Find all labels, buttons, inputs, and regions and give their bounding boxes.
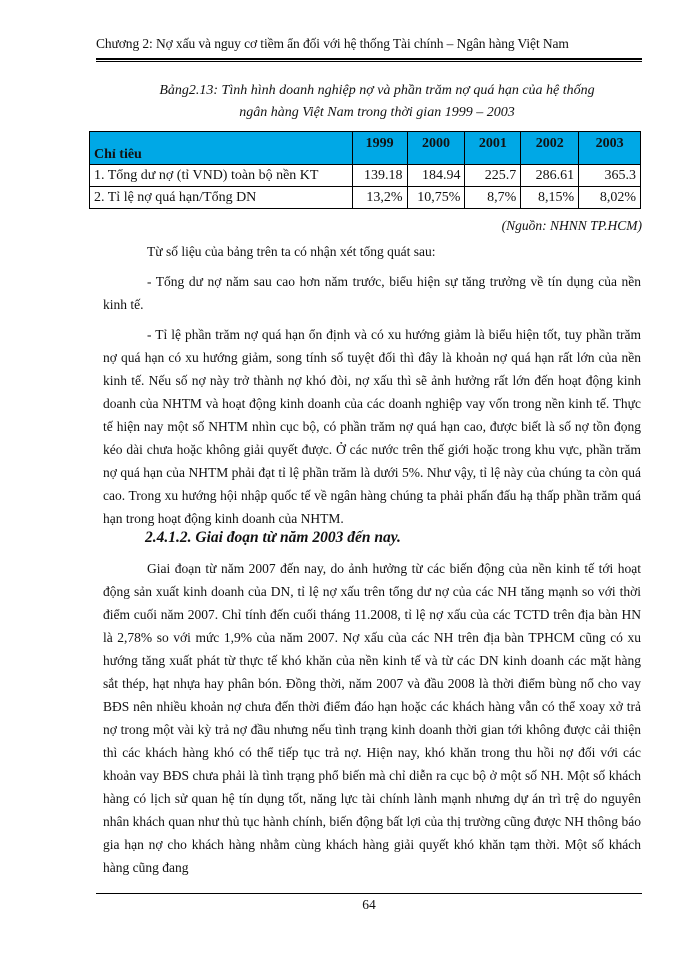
footer-rule xyxy=(96,893,642,894)
header-cell-year: 2001 xyxy=(465,132,521,165)
table-cell: 139.18 xyxy=(352,165,407,187)
paragraph: Giai đoạn từ năm 2007 đến nay, do ảnh hưởng từ các biến động của nền kinh tế tới hoạt động sản xuất kinh doanh của DN, tỉ lệ nợ xấu trên tổng dư nợ của các NH tăng mạnh so với thời điểm cuối năm 2007. Chỉ tính đến cuối tháng 11.2008, tỉ lệ nợ xấu của các TCTD trên địa bàn HN là 2,78% so với mức 1,9% của năm 2007. Nợ xấu của các NH trên địa bàn TPHCM cũng có xu hướng tăng xuất phát từ thực tế khó khăn của nền kinh tế và từ các DN kinh doanh các mặt hàng sắt thép, hạt nhựa hay phân bón. Đồng thời, năm 2007 và đầu 2008 là thời điểm bùng nổ cho vay BĐS nên nhiều khoản nợ chưa đến thời điểm đáo hạn hoặc các khách hàng vẫn có thể xoay xở trả nợ trong một vài kỳ trả nợ đầu nhưng nếu tình trạng kinh doanh thời gian tới không được cải thiện thì các khách hàng khó có thể tiếp tục trả nợ. Hiện nay, khó khăn trong thu hồi nợ đối với các khoản vay BĐS chưa phải là tình trạng phổ biến mà chỉ diễn ra cục bộ ở một số NH. Một số khách hàng có lịch sử quan hệ tín dụng tốt, năng lực tài chính lành mạnh nhưng dự án trì trệ do nguyên nhân khách quan như thủ tục hành chính, biến động bất lợi của thị trường cũng được NH thông báo gia hạn nợ cho khách hàng nhằm cùng khách hàng giải quyết khó khăn tạm thời. Một số khách hàng cũng đang xyxy=(103,561,641,875)
header-rule-thick xyxy=(96,58,642,60)
header-cell-indicator: Chỉ tiêu xyxy=(90,132,353,165)
header-cell-year: 1999 xyxy=(352,132,407,165)
table-caption xyxy=(96,80,658,124)
statistics-table xyxy=(89,131,641,209)
section-heading: 2.4.1.2. Giai đoạn từ năm 2003 đến nay. xyxy=(145,529,401,546)
header-cell-year: 2002 xyxy=(521,132,579,165)
table-cell: 13,2% xyxy=(352,187,407,209)
table-row xyxy=(90,165,641,187)
running-header: Chương 2: Nợ xấu và nguy cơ tiềm ẩn đối với hệ thống Tài chính – Ngân hàng Việt Nam xyxy=(96,36,569,51)
table-header-row xyxy=(90,132,641,165)
paragraph: - Tổng dư nợ năm sau cao hơn năm trước, biểu hiện sự tăng trưởng về tín dụng của nền kinh tế. xyxy=(103,274,641,312)
header-rule-thin xyxy=(96,61,642,62)
page-number: 64 xyxy=(362,897,376,912)
paragraph: Từ số liệu của bảng trên ta có nhận xét tổng quát sau: xyxy=(147,244,436,259)
caption-line-1: Bảng2.13: Tình hình doanh nghiệp nợ và phần trăm nợ quá hạn của hệ thống xyxy=(159,83,595,98)
table-cell: 10,75% xyxy=(407,187,465,209)
row-label: 1. Tổng dư nợ (tỉ VND) toàn bộ nền KT xyxy=(90,165,353,187)
table-row xyxy=(90,187,641,209)
table-cell: 184.94 xyxy=(407,165,465,187)
section-text xyxy=(103,557,641,886)
row-label: 2. Tỉ lệ nợ quá hạn/Tổng DN xyxy=(90,187,353,209)
paragraph: - Tỉ lệ phần trăm nợ quá hạn ổn định và có xu hướng giảm là biểu hiện tốt, tuy phần trăm nợ quá hạn có xu hướng giảm, song tính số tuyệt đối thì đây là khoản nợ quá hạn rất lớn của nền kinh tế. Nếu số nợ này trở thành nợ khó đòi, nợ xấu thì sẽ ảnh hưởng rất lớn đến hoạt động kinh doanh của NHTM và hoạt động kinh doanh của các doanh nghiệp vay vốn trong nền kinh tế. Thực tế hiện nay một số NHTM nhìn cục bộ, có phần trăm nợ quá hạn cao, được biết là số nợ tồn đọng kéo dài chưa hoặc không giải quyết được. Ở các nước trên thế giới hoặc trong khu vực, phần trăm nợ quá hạn của NHTM phải đạt tỉ lệ phần trăm là dưới 5%. Như vậy, tỉ lệ này của chúng ta còn quá cao. Trong xu hướng hội nhập quốc tế về ngân hàng chúng ta phải phấn đấu hạ thấp phần trăm quá hạn trong hoạt động kinh doanh của NHTM. xyxy=(103,327,641,526)
table-cell: 8,02% xyxy=(579,187,641,209)
header-cell-year: 2003 xyxy=(579,132,641,165)
header-cell-year: 2000 xyxy=(407,132,465,165)
table-cell: 286.61 xyxy=(521,165,579,187)
table-cell: 8,15% xyxy=(521,187,579,209)
intro-text xyxy=(103,240,641,537)
caption-line-2: ngân hàng Việt Nam trong thời gian 1999 – 2003 xyxy=(239,105,515,120)
table-cell: 8,7% xyxy=(465,187,521,209)
table-cell: 365.3 xyxy=(579,165,641,187)
table-cell: 225.7 xyxy=(465,165,521,187)
table-source: (Nguồn: NHNN TP.HCM) xyxy=(501,218,642,233)
